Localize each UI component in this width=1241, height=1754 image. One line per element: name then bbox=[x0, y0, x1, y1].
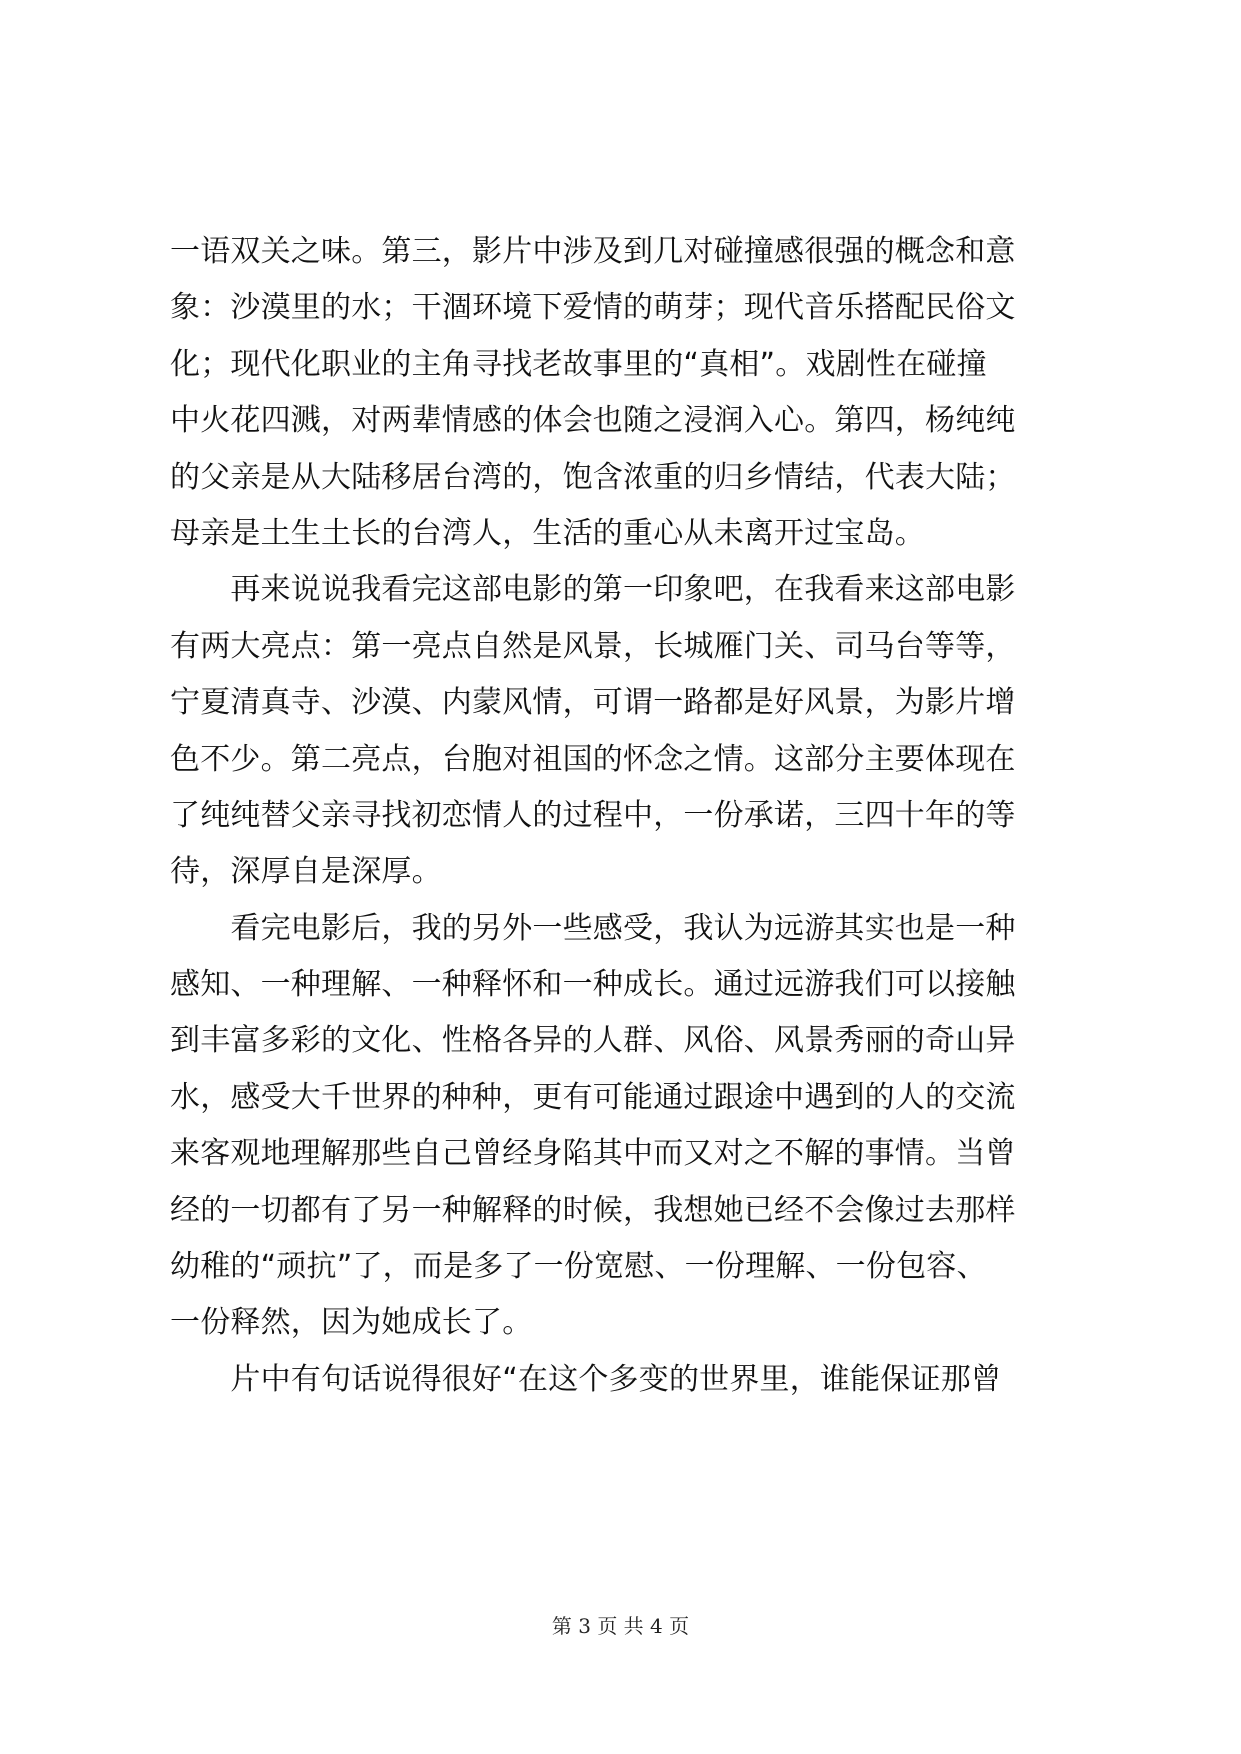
text-line: 片中有句话说得很好“在这个多变的世界里，谁能保证那曾 bbox=[170, 1361, 1002, 1397]
text-line: 待，深厚自是深厚。 bbox=[170, 854, 442, 890]
text-line: 色不少。第二亮点，台胞对祖国的怀念之情。这部分主要体现在 bbox=[170, 741, 1016, 777]
text-line: 化；现代化职业的主角寻找老故事里的“真相”。戏剧性在碰撞 bbox=[170, 346, 987, 382]
text-line: 再来说说我看完这部电影的第一印象吧，在我看来这部电影 bbox=[170, 572, 1016, 608]
page-number-footer: 第 3 页 共 4 页 bbox=[551, 1614, 690, 1638]
text-line: 到丰富多彩的文化、性格各异的人群、风俗、风景秀丽的奇山异 bbox=[170, 1023, 1016, 1059]
text-line: 了纯纯替父亲寻找初恋情人的过程中，一份承诺，三四十年的等 bbox=[170, 797, 1016, 833]
text-line: 一语双关之味。第三，影片中涉及到几对碰撞感很强的概念和意 bbox=[170, 234, 1016, 269]
text-line: 中火花四溅，对两辈情感的体会也随之浸润入心。第四，杨纯纯 bbox=[170, 403, 1016, 439]
document-body bbox=[170, 224, 1080, 1408]
text-line: 一份释然，因为她成长了。 bbox=[170, 1305, 533, 1341]
text-line: 的父亲是从大陆移居台湾的，饱含浓重的归乡情结，代表大陆； bbox=[170, 459, 1016, 495]
text-line: 看完电影后，我的另外一些感受，我认为远游其实也是一种 bbox=[170, 910, 1016, 946]
text-line: 幼稚的“顽抗”了，而是多了一份宽慰、一份理解、一份包容、 bbox=[170, 1249, 987, 1285]
text-line: 感知、一种理解、一种释怀和一种成长。通过远游我们可以接触 bbox=[170, 967, 1016, 1003]
text-line: 水，感受大千世界的种种，更有可能通过跟途中遇到的人的交流 bbox=[170, 1079, 1016, 1115]
text-line: 母亲是土生土长的台湾人，生活的重心从未离开过宝岛。 bbox=[170, 515, 925, 551]
text-line: 宁夏清真寺、沙漠、内蒙风情，可谓一路都是好风景，为影片增 bbox=[170, 685, 1016, 721]
text-line: 来客观地理解那些自己曾经身陷其中而又对之不解的事情。当曾 bbox=[170, 1136, 1016, 1172]
text-line: 经的一切都有了另一种解释的时候，我想她已经不会像过去那样 bbox=[170, 1192, 1016, 1228]
text-line: 象：沙漠里的水；干涸环境下爱情的萌芽；现代音乐搭配民俗文 bbox=[170, 290, 1016, 326]
text-line: 有两大亮点：第一亮点自然是风景，长城雁门关、司马台等等， bbox=[170, 628, 1016, 664]
